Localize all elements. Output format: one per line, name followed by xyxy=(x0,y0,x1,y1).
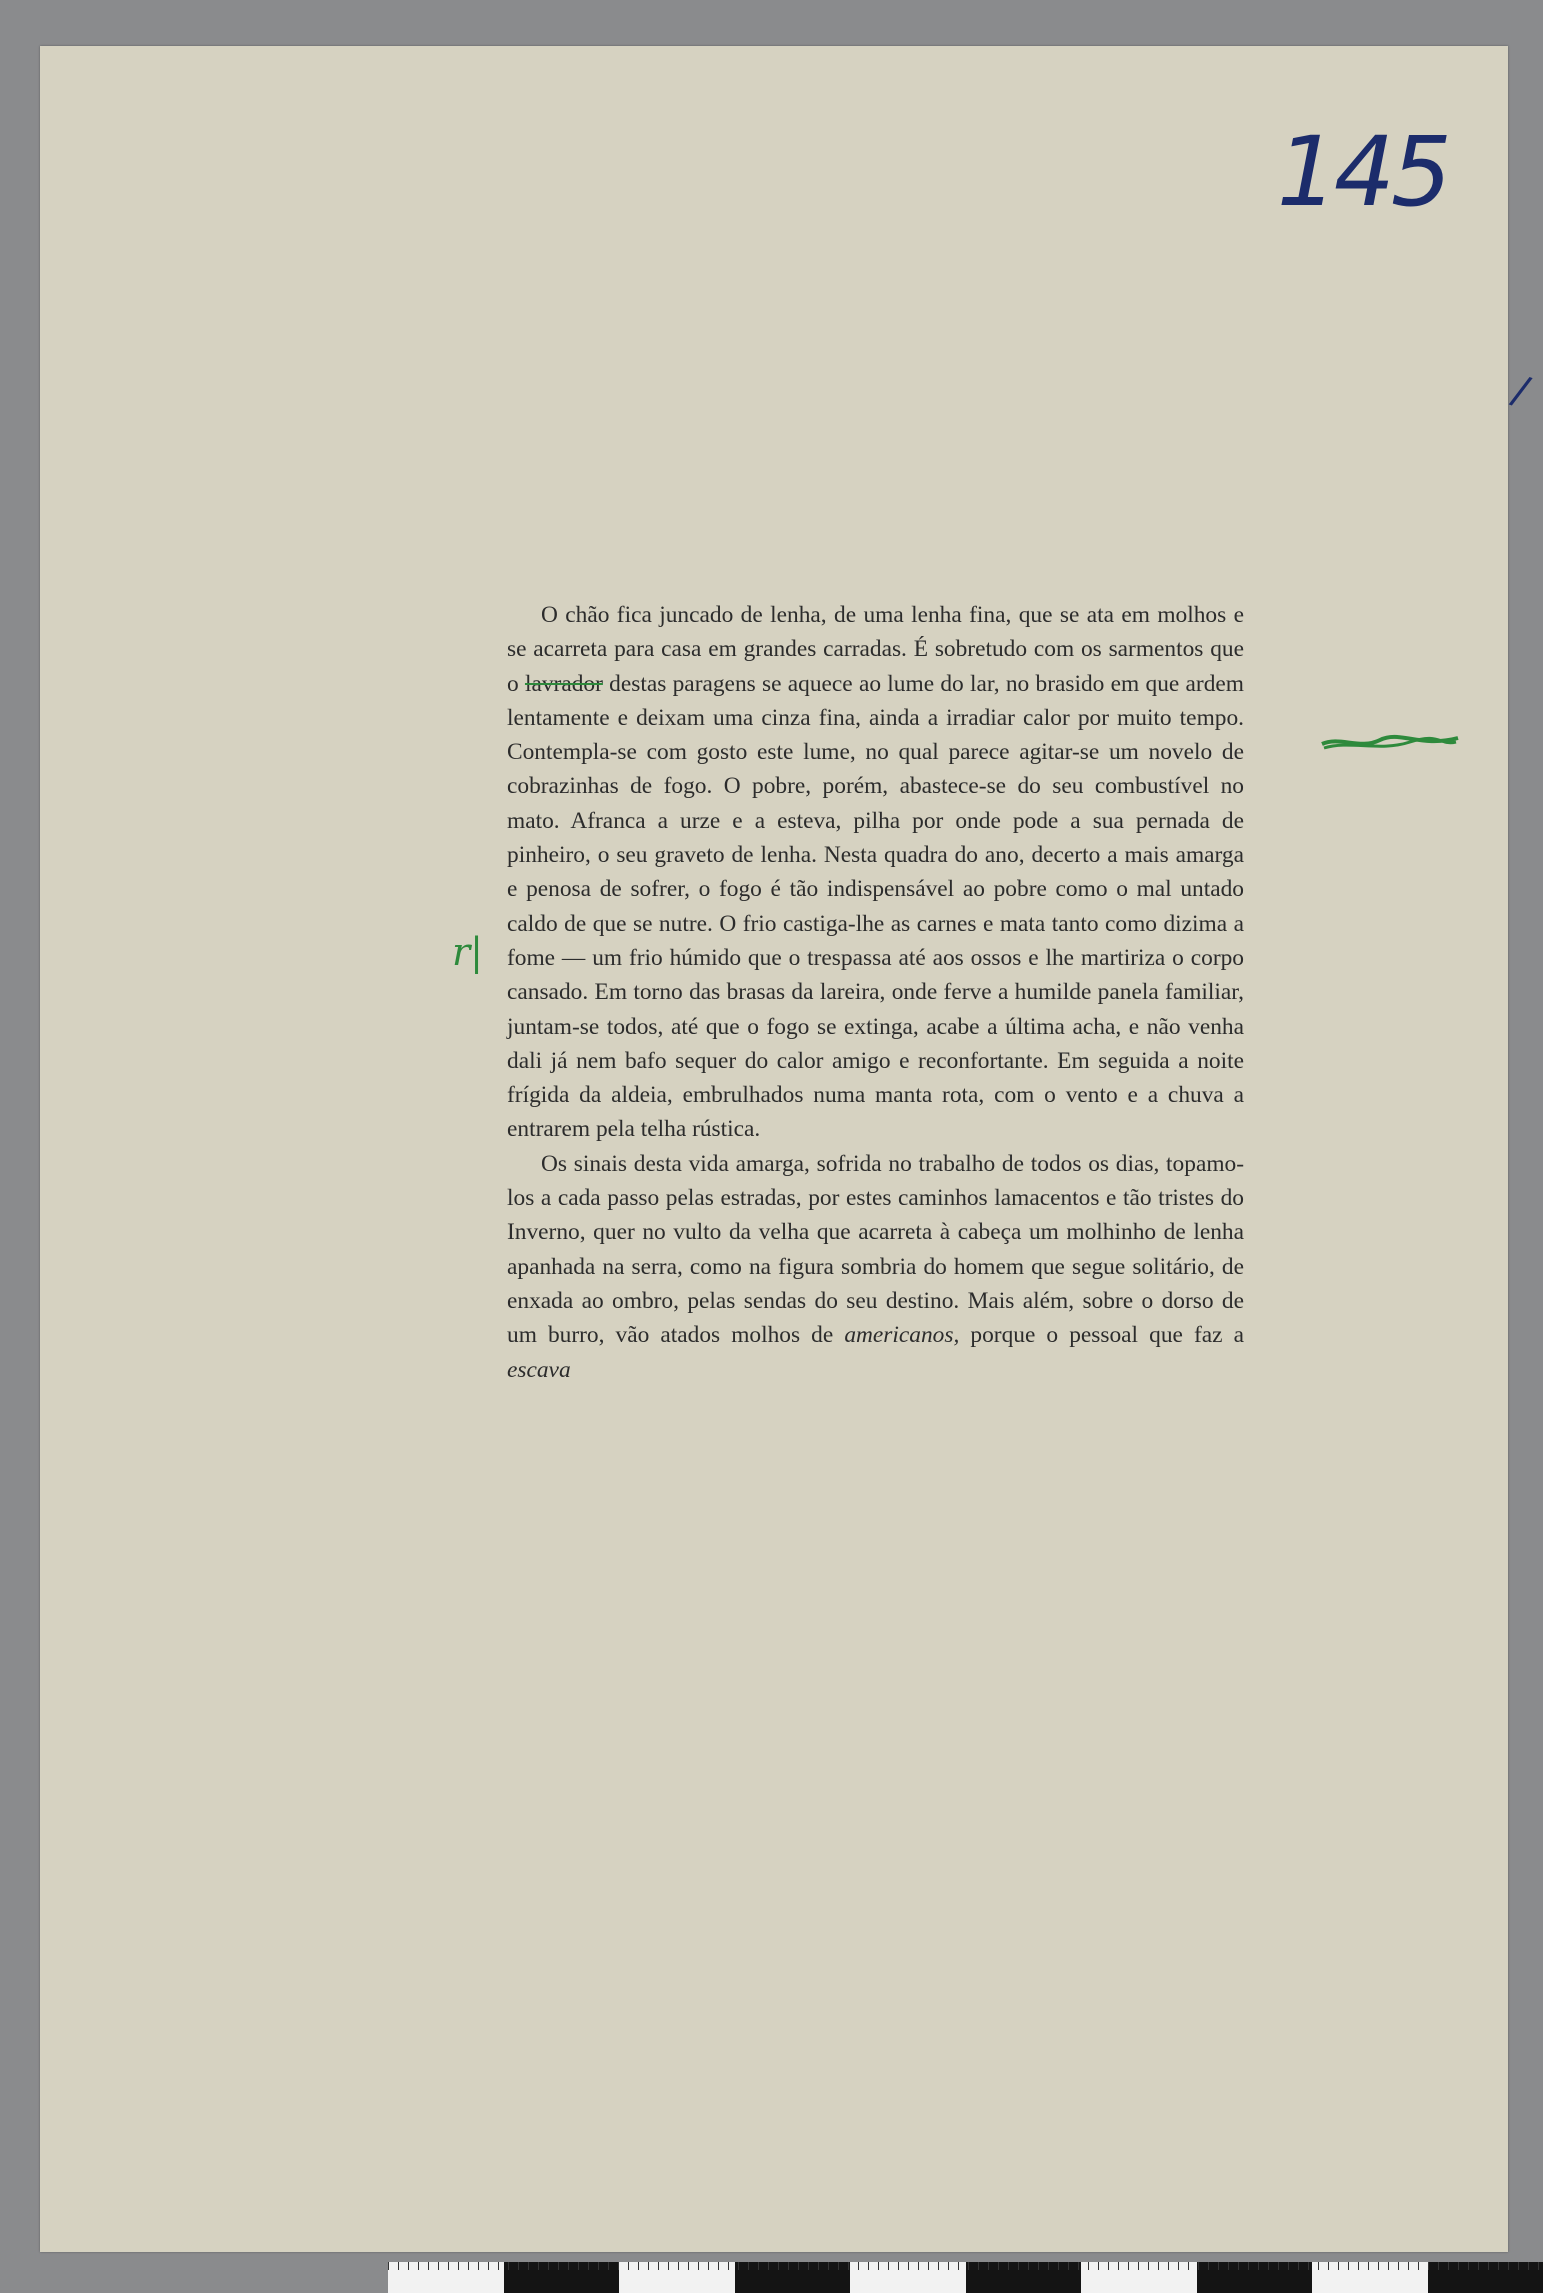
margin-scribble-icon xyxy=(1320,732,1460,754)
paragraph-2-text-a: Os sinais desta vida amarga, sofrida no trabalho de todos os dias, topamo-los a cada passo pelas estradas, por estes caminhos lamacentos e tão tristes do Inverno, quer no vulto da velha que acarreta à cabeça um molhinho de lenha apanhada na serra, como na figura sombria do homem que segue solitário, de enxada ao ombro, pelas sendas do seu destino. Mais além, sobre o dorso de um burro, vão atados molhos de xyxy=(507,1150,1244,1349)
margin-annotation: r| xyxy=(452,930,483,974)
scale-bar xyxy=(388,2262,1543,2293)
handwritten-tick-mark: / xyxy=(1506,367,1535,415)
handwritten-page-number: 145 xyxy=(1276,116,1448,228)
body-text xyxy=(507,598,1244,1387)
paragraph-1 xyxy=(507,598,1244,1147)
paragraph-1-text-a: O chão fica juncado de lenha, de uma lenha fina, que se ata em molhos e se acarreta para casa em grandes carradas. É sobretudo com os sarmentos que o xyxy=(507,602,1244,697)
struck-word: lavrador xyxy=(524,670,603,697)
italic-word: americanos, xyxy=(844,1322,960,1349)
paragraph-2-text-b: porque o pessoal que faz a xyxy=(959,1322,1244,1349)
paragraph-1-text-b: destas paragens se aquece ao lume do lar, no brasido em que ardem lentamente e deixam uma cinza fina, ainda a irradiar calor por muito tempo. Contempla-se com gosto este lume, no qual parece agitar-se um novelo de cobrazinhas de fogo. O pobre, porém, abastece-se do seu combustível no mato. Afranca a urze e a esteva, pilha por onde pode a sua pernada de pinheiro, o seu graveto de lenha. Nesta quadra do ano, decerto a mais amarga e penosa de sofrer, o fogo é tão indispensável ao pobre como o mal untado caldo de que se nutre. O frio castiga-lhe as carnes e mata tanto como dizima a fome — um frio húmido que o trespassa até aos ossos e lhe martiriza o corpo cansado. Em torno das brasas da lareira, onde ferve a humilde panela familiar, juntam-se todos, até que o fogo se extinga, acabe a última acha, e não venha dali já nem bafo sequer do calor amigo e reconfortante. Em seguida a noite frígida da aldeia, embrulhados numa manta rota, com o vento e a chuva a entrarem pela telha rústica. xyxy=(507,670,1244,1143)
paragraph-2 xyxy=(507,1147,1244,1387)
italic-word-2: escava xyxy=(507,1356,571,1383)
